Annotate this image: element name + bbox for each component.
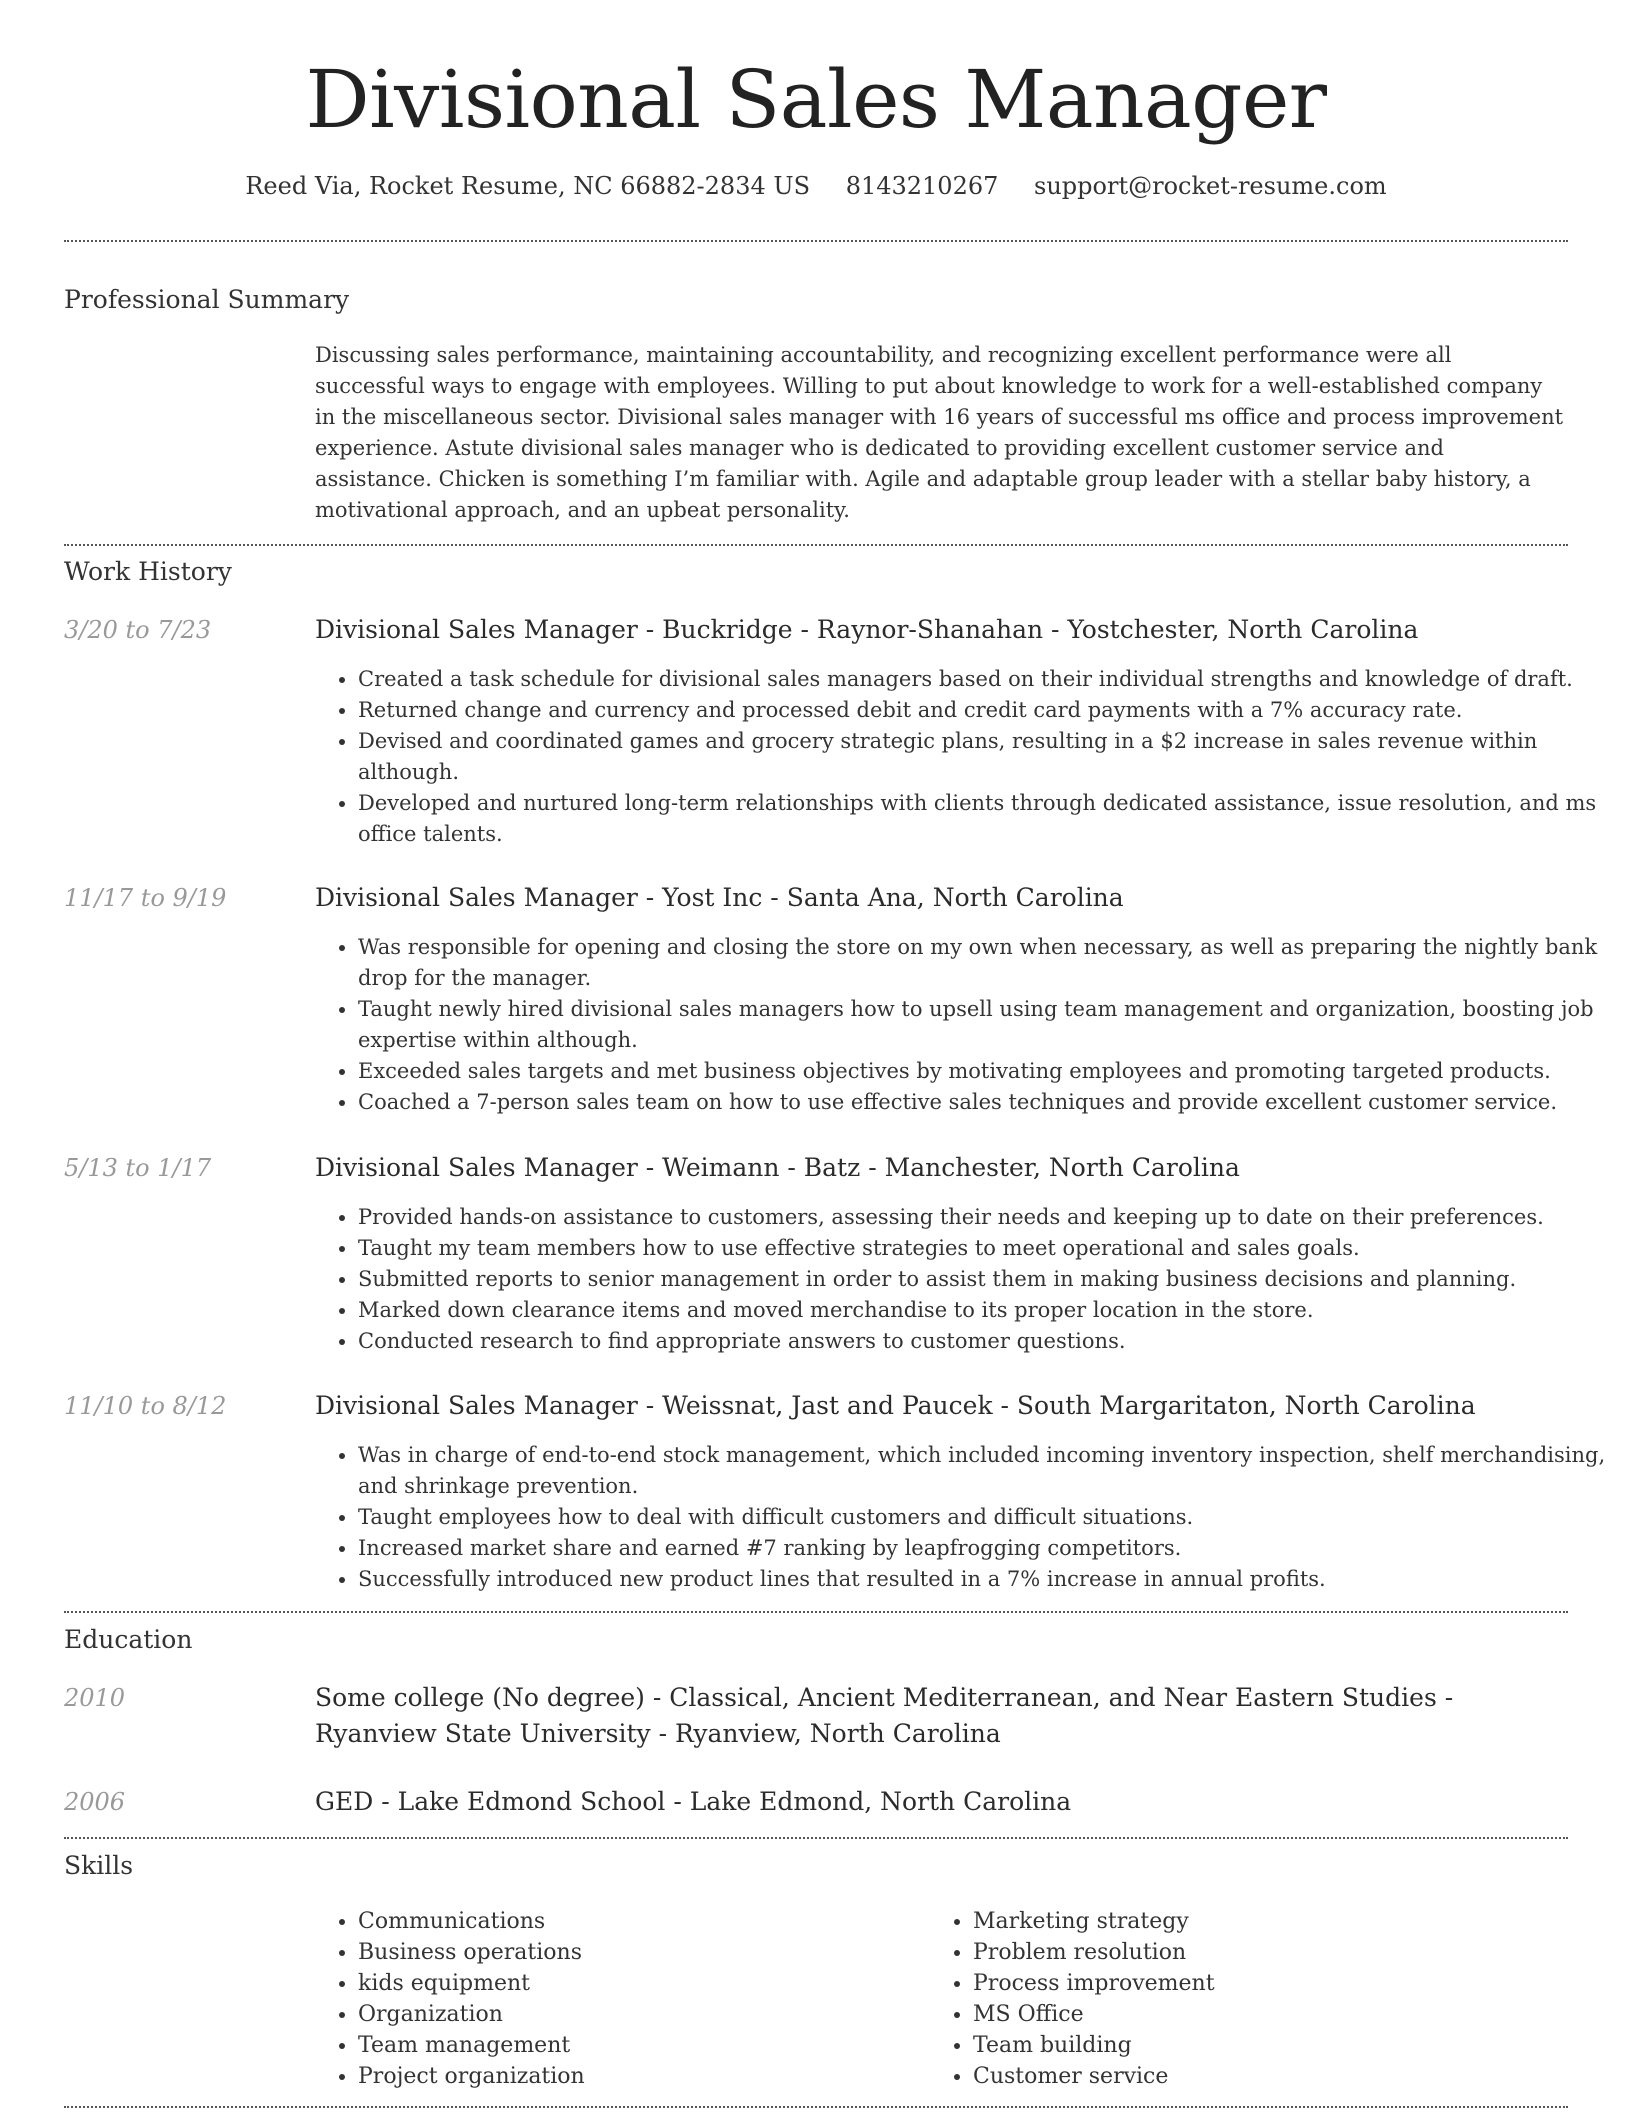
list-item: • Increased market share and earned #7 ranking by leapfrogging competitors. (358, 1533, 1610, 1564)
job-bullets (315, 664, 1610, 850)
list-item: • Marked down clearance items and moved merchandise to its proper location in the store. (358, 1295, 1610, 1326)
list-item: • Was responsible for opening and closing the store on my own when necessary, as well as preparing the nightly bank drop for the manager. (358, 932, 1610, 994)
job-title: Divisional Sales Manager - Weimann - Batz - Manchester, North Carolina (315, 1153, 1240, 1182)
skills-list-left (315, 1906, 918, 2092)
job-title: Divisional Sales Manager - Weissnat, Jast and Paucek - South Margaritaton, North Carolina (315, 1391, 1476, 1420)
education-entry: GED - Lake Edmond School - Lake Edmond, North Carolina (315, 1787, 1072, 1816)
job-bullets (315, 1440, 1610, 1595)
list-item: • Taught newly hired divisional sales managers how to upsell using team management and organization, boosting job expertise within although. (358, 994, 1610, 1056)
job-bullets (315, 932, 1610, 1118)
list-item: • Organization (358, 1999, 918, 2030)
education-year: 2006 (64, 1788, 126, 1816)
education-entry: Some college (No degree) - Classical, Ancient Mediterranean, and Near Eastern Studies - Ryanview State University - Ryanview, North Carolina (315, 1683, 1454, 1748)
list-item: • Marketing strategy (973, 1906, 1533, 1937)
list-item: • Provided hands-on assistance to customers, assessing their needs and keeping up to date on their preferences. (358, 1202, 1610, 1233)
list-item: • Successfully introduced new product lines that resulted in a 7% increase in annual profits. (358, 1564, 1610, 1595)
list-item: • Team management (358, 2030, 918, 2061)
contact-phone: 8143210267 (845, 172, 999, 200)
list-item: • Process improvement (973, 1968, 1533, 1999)
divider (64, 1611, 1568, 1613)
list-item: • Developed and nurtured long-term relationships with clients through dedicated assistance, issue resolution, and ms office talents. (358, 788, 1610, 850)
job-bullets (315, 1202, 1610, 1357)
skills-list-right (930, 1906, 1533, 2092)
list-item: • kids equipment (358, 1968, 918, 1999)
list-item: • Coached a 7-person sales team on how to use effective sales techniques and provide excellent customer service. (358, 1087, 1610, 1118)
list-item: • MS Office (973, 1999, 1533, 2030)
list-item: • Team building (973, 2030, 1533, 2061)
list-item: • Devised and coordinated games and grocery strategic plans, resulting in a $2 increase in sales revenue within although. (358, 726, 1610, 788)
list-item: • Created a task schedule for divisional sales managers based on their individual strengths and knowledge of draft. (358, 664, 1610, 695)
job-title: Divisional Sales Manager - Yost Inc - Santa Ana, North Carolina (315, 883, 1124, 912)
list-item: • Problem resolution (973, 1937, 1533, 1968)
summary-text: Discussing sales performance, maintaining accountability, and recognizing excellent performance were all successful ways to engage with employees. Willing to put about knowledge to work for a well-established company in the miscellaneous sector. Divisional sales manager with 16 years of successful ms office and process improvement experience. Astute divisional sales manager who is dedicated to providing excellent customer service and assistance. Chicken is something I’m familiar with. Agile and adaptable group leader with a stellar baby history, a motivational approach, and an upbeat personality. (315, 343, 1564, 522)
section-title-education: Education (64, 1625, 193, 1654)
job-dates: 3/20 to 7/23 (64, 616, 212, 644)
list-item: • Returned change and currency and processed debit and credit card payments with a 7% accuracy rate. (358, 695, 1610, 726)
divider (64, 1837, 1568, 1839)
list-item: • Was in charge of end-to-end stock management, which included incoming inventory inspection, shelf merchandising, and shrinkage prevention. (358, 1440, 1610, 1502)
divider (64, 2106, 1568, 2108)
section-title-work: Work History (64, 557, 232, 586)
section-title-summary: Professional Summary (64, 285, 350, 314)
job-dates: 11/17 to 9/19 (64, 884, 227, 912)
list-item: • Customer service (973, 2061, 1533, 2092)
job-dates: 11/10 to 8/12 (64, 1392, 227, 1420)
divider (64, 544, 1568, 546)
education-year: 2010 (64, 1684, 126, 1712)
list-item: • Conducted research to find appropriate answers to customer questions. (358, 1326, 1610, 1357)
list-item: • Business operations (358, 1937, 918, 1968)
list-item: • Submitted reports to senior management in order to assist them in making business decisions and planning. (358, 1264, 1610, 1295)
contact-line (0, 170, 1632, 202)
divider (64, 240, 1568, 242)
list-item: • Exceeded sales targets and met business objectives by motivating employees and promoting targeted products. (358, 1056, 1610, 1087)
contact-email: support@rocket-resume.com (1034, 172, 1387, 200)
job-dates: 5/13 to 1/17 (64, 1154, 212, 1182)
list-item: • Communications (358, 1906, 918, 1937)
job-title: Divisional Sales Manager - Buckridge - Raynor-Shanahan - Yostchester, North Carolina (315, 615, 1419, 644)
section-title-skills: Skills (64, 1851, 134, 1880)
contact-address: Reed Via, Rocket Resume, NC 66882-2834 US (245, 172, 811, 200)
list-item: • Taught employees how to deal with difficult customers and difficult situations. (358, 1502, 1610, 1533)
list-item: • Taught my team members how to use effective strategies to meet operational and sales goals. (358, 1233, 1610, 1264)
resume-name: Divisional Sales Manager (305, 53, 1327, 146)
list-item: • Project organization (358, 2061, 918, 2092)
